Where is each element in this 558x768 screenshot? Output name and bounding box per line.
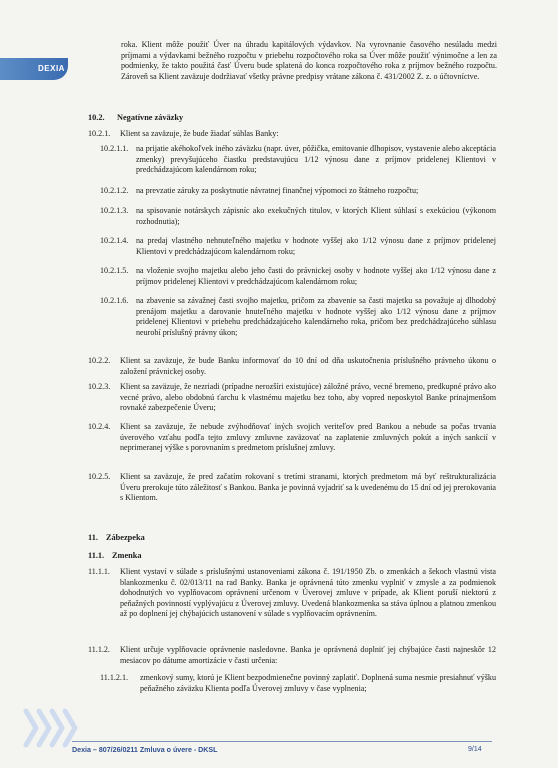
clause-number: 10.2.3. — [88, 382, 111, 391]
clause-11-1-2-1-text: zmenkový sumy, ktorú je Klient bezpodmienečne povinný zaplatiť. Doplnená suma nesmie presiahnuť výšku peňažného záväzku Klienta podľa Úverovej zmluvy v čase vyplnenia; — [140, 673, 496, 693]
clause-11-1-2-text: Klient určuje vyplňovacie oprávnenie nasledovne. Banka je oprávnená doplniť jej chýbajúce časti najneskôr 12 mesiacov po dátume amortizácie v časti určenia: — [120, 645, 496, 665]
section-11-1-title: Zmenka — [112, 551, 142, 560]
clause-10-2-1-text: Klient sa zaväzuje, že bude žiadať súhlas Banky: — [120, 129, 279, 138]
item-number: 10.2.1.6. — [100, 296, 129, 305]
section-11-number: 11. — [88, 533, 98, 542]
section-11-1-number: 11.1. — [88, 551, 105, 560]
clause-11-1-2-number: 11.1.2. — [88, 645, 110, 654]
dexia-logo: DEXIA — [0, 58, 68, 80]
clause-number: 10.2.4. — [88, 422, 111, 431]
clause-11-1-2-1-number: 11.1.2.1. — [100, 673, 129, 682]
clause-11-1-1-number: 11.1.1. — [88, 567, 110, 576]
footer-document-id: Dexia – 807/26/0211 Zmluva o úvere - DKSL — [72, 746, 218, 754]
item-number: 10.2.1.1. — [100, 144, 129, 153]
clause-number: 10.2.5. — [88, 472, 111, 481]
item-number: 10.2.1.3. — [100, 206, 129, 215]
footer-page-number: 9/14 — [468, 746, 482, 753]
intro-paragraph: roka. Klient môže použiť Úver na úhradu kapitálových výdavkov. Na vyrovnanie časového nesúladu medzi príjmami a výdavkami bežného rozpočtu v priebehu rozpočtového roka sa Úver môže použiť výnimočne a len za podmienky, že takto použitá časť Úveru bude splatená do konca rozpočtového roka z príjmov bežného rozpočtu. Zároveň sa Klient zaväzuje dodržiavať všetky právne predpisy vrátane zákona č. 431/2002 Z. z. o účtovníctve. — [121, 40, 497, 81]
section-10-2-title: Negatívne záväzky — [117, 113, 184, 122]
item-number: 10.2.1.4. — [100, 236, 129, 245]
clause-text: Klient sa zaväzuje, že nezriadi (prípadne nerozšíri existujúce) záložné právo, vecné bremeno, predkupné právo ako vecné právo, alebo obdobnú ťarchu k vlastnému majetku bez toho, aby vopred neposkytol Banke prinajmenšom rovnaké zabezpečenie Úveru; — [120, 382, 496, 413]
clause-text: Klient sa zaväzuje, že pred začatím rokovaní s tretími stranami, ktorých predmetom má byť reštrukturalizácia Úveru prerokuje túto záležitosť s Bankou. Banka je povinná vyjadriť sa k uvedenému do 15 dní od jej prerokovania s Klientom. — [120, 472, 496, 503]
section-10-2-number: 10.2. — [88, 113, 105, 122]
item-text: na predaj vlastného nehnuteľného majetku v hodnote vyššej ako 1/12 výnosu dane z príjmov pridelenej Klientovi v predchádzajúcom kalendárnom roku; — [136, 236, 496, 256]
item-number: 10.2.1.5. — [100, 266, 129, 275]
item-text: na spisovanie notárskych zápisníc ako exekučných titulov, v ktorých Klient súhlasí s exekúciou (výkonom rozhodnutia); — [136, 206, 496, 226]
clause-number: 10.2.2. — [88, 356, 111, 365]
clause-11-1-1-text: Klient vystaví v súlade s príslušnými ustanoveniami zákona č. 191/1950 Zb. o zmenkách a šekoch vlastnú vista blankozmenku č. 02/013/11 na rad Banky. Banka je oprávnená túto zmenku vyplniť v zmysle a za podmienok dohodnutých vo vyplňovacom oprávnení určenom v Úverovej zmluve v prípade, ak Klient poruší niektorú z peňažných povinností vyplývajúcu z Úverovej zmluvy. Uvedená blankozmenka sa stáva úplnou a platnou zmenkou až po doplnení jej chýbajúcich ustanovení v súlade s vyplňovacím oprávnením. — [120, 567, 496, 619]
clause-text: Klient sa zaväzuje, že nebude zvýhodňovať iných svojich veriteľov pred Bankou a nebude sa počas trvania úverového vzťahu podľa tejto zmluvy zmluvne zaväzovať na zaplatenie zmluvných pokút a iných sankcií v neprimeranej výške s porovnaním s predmetom príslušnej zmluvy. — [120, 422, 496, 453]
item-text: na prevzatie záruky za poskytnutie návratnej finančnej výpomoci zo štátneho rozpočtu; — [136, 186, 419, 195]
item-number: 10.2.1.2. — [100, 186, 129, 195]
item-text: na zbavenie sa závažnej časti svojho majetku, pričom za zbavenie sa časti majetku sa považuje aj dlhodobý prenájom majetku a darovanie hnuteľného majetku v hodnote vyššej ako 1/12 výnosu dane z príjmov pridelenej Klientovi v priebehu predchádzajúceho kalendárneho roka, pričom bez predchádzajúceho súhlasu neurobí príslušný právny úkon; — [136, 296, 496, 337]
section-11-title: Zábezpeka — [106, 533, 145, 542]
item-text: na prijatie akéhokoľvek iného záväzku (napr. úver, pôžička, emitovanie dlhopisov, vystavenie alebo akceptácia zmenky) prevyšujúceho čiastku predstavujúcu 1/12 výnosu dane z príjmov pridelenej Klientovi v predchádzajúcom kalendárnom roku; — [136, 144, 496, 175]
item-text: na vloženie svojho majetku alebo jeho časti do právnickej osoby v hodnote vyššej ako 1/12 výnosu dane z príjmov pridelenej Klientovi v predchádzajúcom kalendárnom roku; — [136, 266, 496, 286]
footer-divider — [72, 741, 492, 742]
clause-text: Klient sa zaväzuje, že bude Banku informovať do 10 dní od dňa uskutočnenia príslušného právneho úkonu o založení právnickej osoby. — [120, 356, 496, 376]
clause-10-2-1-number: 10.2.1. — [88, 129, 111, 138]
dexia-chevrons-icon — [22, 708, 82, 748]
